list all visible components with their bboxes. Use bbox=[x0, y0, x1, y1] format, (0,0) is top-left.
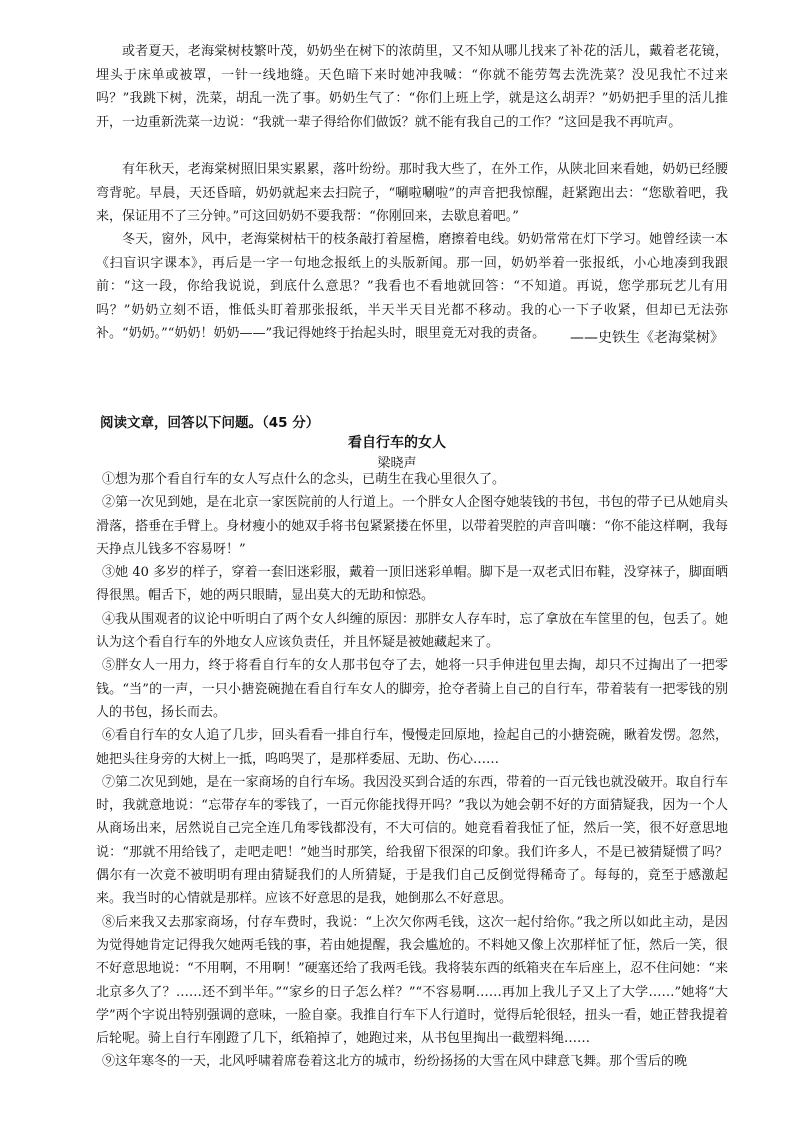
excerpt-paragraph-autumn: 有年秋天，老海棠树照旧果实累累，落叶纷纷。那时我大些了，在外工作，从陕北回来看她，奶奶已经腰弯背驼。早晨，天还昏暗，奶奶就起来去扫院子，“唰啦唰啦”的声音把我惊醒，赶紧跑出去：“您歇着吧，我来，保证用不了三分钟。”可这回奶奶不要我帮：“你刚回来，去歇息着吧。” bbox=[96, 162, 728, 224]
article-title: 看自行车的女人 bbox=[348, 435, 446, 451]
question-prompt: 阅读文章，回答以下问题。（45 分） bbox=[100, 415, 320, 431]
article-paragraph-3: ③她 40 多岁的样子，穿着一套旧迷彩服，戴着一顶旧迷彩单帽。脚下是一双老式旧布鞋，没穿袜子，脚面晒得很黑。帽舌下，她的两只眼睛，显出莫大的无助和惊恐。 bbox=[96, 565, 728, 604]
article-paragraph-4: ④我从围观者的议论中听明白了两个女人纠缠的原因：那胖女人存车时，忘了拿放在车筐里的包，包丢了。她认为这个看自行车的外地女人应该负责任，并且怀疑是被她藏起来了。 bbox=[96, 611, 728, 651]
article-paragraph-1: ①想为那个看自行车的女人写点什么的念头，已萌生在我心里很久了。 bbox=[102, 472, 506, 487]
article-body bbox=[96, 468, 728, 1074]
excerpt-paragraph-summer: 或者夏天，老海棠树枝繁叶茂，奶奶坐在树下的浓荫里，又不知从哪儿找来了补花的活儿，戴着老花镜，埋头于床单或被罩，一针一线地缝。天色暗下来时她冲我喊：“你就不能劳驾去洗洗菜？没见我忙不过来吗？”我跳下树，洗菜，胡乱一洗了事。奶奶生气了：“你们上班上学，就是这么胡弄？”奶奶把手里的活儿推开，一边重新洗菜一边说：“我就一辈子得给你们做饭？就不能有我自己的工作？”这回是我不再吭声。 bbox=[96, 44, 728, 130]
article-author: 梁晓声 bbox=[377, 456, 417, 471]
article-paragraph-9: ⑨这年寒冬的一天，北风呼啸着席卷着这北方的城市，纷纷扬扬的大雪在风中肆意飞舞。那个雪后的晚 bbox=[102, 1054, 688, 1070]
excerpt-paragraph-winter: 冬天，窗外，风中，老海棠树枯干的枝条敲打着屋檐，磨擦着电线。奶奶常常在灯下学习。她曾经读一本《扫盲识字课本》，再后是一字一句地念报纸上的头版新闻。那一回，奶奶举着一张报纸，小心地凑到我跟前：“这一段，你给我说说，到底什么意思？”我看也不看地就回答：“不知道。再说，您学那玩艺儿有用吗？”奶奶立刻不语，惟低头盯着那张报纸，半天半天目光都不移动。我的心一下子收紧，但却已无法弥补。“奶奶。”“奶奶！奶奶——”我记得她终于抬起头时，眼里竟无对我的责备。 bbox=[96, 232, 728, 341]
article-paragraph-2: ②第一次见到她，是在北京一家医院前的人行道上。一个胖女人企图夺她装钱的书包，书包的带子已从她肩头滑落，搭垂在手臂上。身材瘦小的她双手将书包紧紧搂在怀里，以带着哭腔的声音叫嚷：“你不能这样啊，我每天挣点儿钱多不容易呀！” bbox=[96, 495, 728, 557]
article-paragraph-7: ⑦第二次见到她，是在一家商场的自行车场。我因没买到合适的东西，带着的一百元钱也就没破开。取自行车时，我就意地说：“忘带存车的零钱了，一百元你能找得开吗？”我以为她会朝不好的方面猜疑我，因为一个人从商场出来，居然说自己完全连几角零钱都没有，不大可信的。她竟看着我怔了怔，然后一笑，很不好意思地说：“那就不用给钱了，走吧走吧！”她当时那笑，给我留下很深的印象。我们许多人，不是已被猜疑惯了吗？偶尔有一次竟不被明明有理由猜疑我们的人所猜疑，于是我们自己反倒觉得稀奇了。每每的，竟至于感激起来。我当时的心情就是那样。应该不好意思的是我，她倒那么不好意思。 bbox=[96, 774, 728, 907]
excerpt-source: ——史铁生《老海棠树》 bbox=[570, 330, 724, 346]
article-paragraph-8: ⑧后来我又去那家商场，付存车费时，我说：“上次欠你两毛钱，这次一起付给你。”我之所以如此主动，是因为觉得她肯定记得我欠她两毛钱的事，若由她提醒，我会尴尬的。不料她又像上次那样怔了怔，然后一笑，很不好意思地说：“不用啊，不用啊！”硬塞还给了我两毛钱。我将装东西的纸箱夹在车后座上，忍不住问她：“来北京多久了？……还不到半年。”“家乡的日子怎么样？”“不容易啊……再加上我儿子又上了大学……”她将“大学”两个字说出特别强调的意味，一脸自豪。我推自行车下人行道时，觉得后轮很轻，扭头一看，她正替我提着后轮呢。骑上自行车刚蹬了几下，纸箱掉了，她跑过来，从书包里掏出一截塑料绳…… bbox=[96, 914, 728, 1047]
article-paragraph-5: ⑤胖女人一用力，终于将看自行车的女人那书包夺了去，她将一只手伸进包里去掏，却只不过掏出了一把零钱。“当”的一声，一只小搪瓷碗抛在看自行车女人的脚旁，抢夺者骑上自己的自行车，带着装有一把零钱的别人的书包，扬长而去。 bbox=[96, 658, 728, 720]
article-paragraph-6: ⑥看自行车的女人追了几步，回头看看一排自行车，慢慢走回原地，捡起自己的小搪瓷碗，瞅着发愣。忽然，她把头往身旁的大树上一抵，呜呜哭了，是那样委屈、无助、伤心…… bbox=[96, 728, 728, 767]
